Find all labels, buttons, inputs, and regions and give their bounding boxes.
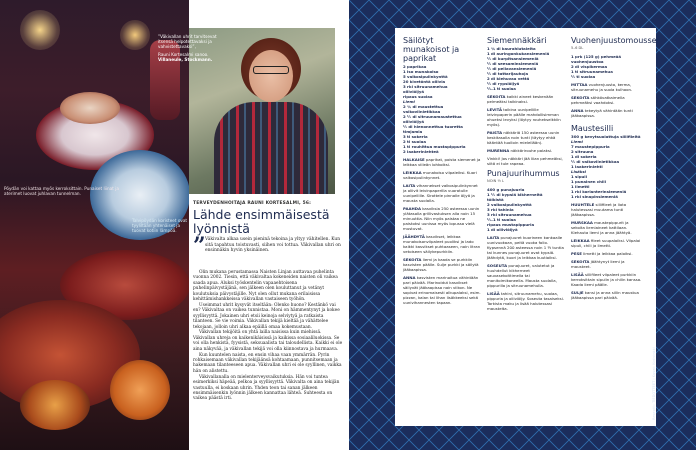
recipe-step: LEVITÄ taikina uunipellille leivinpaperin päälle mahdollisimman ohueksi levyksi (löytyy rouhekselkkiin myös). bbox=[487, 107, 561, 127]
ingredient: 3 rkl tahinia bbox=[487, 207, 514, 212]
ingredient-list bbox=[403, 64, 481, 99]
candle-glow-shape bbox=[120, 20, 150, 50]
table-setting-photo bbox=[0, 0, 189, 450]
cake-shape bbox=[60, 92, 120, 124]
recipe-title: Vuohenjuustomousse bbox=[571, 36, 657, 45]
orange-slice-shape bbox=[20, 380, 90, 430]
recipe-step: LEIKKAA fileet suupaloiksi. Viipaloi sipuli, chili ja limetti. bbox=[571, 238, 641, 248]
ingredient: Lisäksi bbox=[571, 169, 586, 174]
ingredient: ½ dl kurpitsansiemeniä bbox=[487, 56, 539, 61]
ingredient: 7 maustepippuria bbox=[571, 144, 610, 149]
body-paragraph: Väkivallanalla on mielenterveysvaikutuksia. Hän voi tuntea esimerkiksi häpeää, pelkoa ja syyllisyyttä. Väkivalta on aina tekijän vastuulla, ei koskaan uhrin. Yhden teon tai sanan jälkeen ensimmäisenkin lyönnin jälkeen kannattaa lähteä. Suhteesta on vaikea päästä irti. bbox=[193, 374, 340, 402]
ingredient: tölkistä bbox=[487, 197, 504, 202]
recipe-title: Punajuurihummus bbox=[487, 169, 560, 178]
ingredient: ½ dl valkoviinietikkaa bbox=[571, 159, 620, 164]
ingredient: 1 dl sokeria bbox=[571, 154, 597, 159]
sweater-shape bbox=[214, 102, 328, 194]
ingredient: 2 paprikaa bbox=[403, 64, 427, 69]
body-paragraph: Useimmat uhrit kysyvät itseltään: Olenko huono? Kestänkö vai en? Väkivaltaa on vaikea tunnistaa. Moni on hämmentynyt ja kokee syyllisyyttä. Jokainen uhri etsii keinoja selviytyä ja ratkaista tilanteen. Se vie voimia. Väkivallan tekijä kieltää ja vähättelee tekojaan, jolloin uhri alkaa epäillä omaa kokemustaan. bbox=[193, 302, 340, 330]
ingredient: 1 punainen chili bbox=[571, 179, 606, 184]
recipe-title: Maustesilli bbox=[571, 124, 614, 133]
ingredient-list bbox=[571, 144, 643, 199]
ingredient-list bbox=[571, 54, 643, 79]
recipe-step: SULJE kansi ja anna sillin maustua jääkaapissa pari päivää. bbox=[571, 290, 639, 300]
recipe-title: Siemennäkkäri bbox=[487, 36, 547, 45]
glasses-shape bbox=[253, 66, 289, 74]
recipe-step: SEKOITA jäähtynyt liemi ja mausteet. bbox=[571, 259, 625, 269]
recipe-column-1 bbox=[403, 36, 481, 308]
ingredient: 300 g kevytsuolattuja sillifileitä bbox=[571, 134, 641, 139]
recipe-step: SEKOITA sähkövatkaimella pehmeäksi vaahdoksi. bbox=[571, 95, 625, 105]
section-title: TERVEYDENHOITAJA RAUNI KORTESALMI, 56: bbox=[193, 201, 312, 206]
ingredient: 2 ½ dl sitruunamaustettua oliiviöljyä bbox=[403, 114, 462, 124]
face-shape bbox=[249, 50, 293, 102]
recipe-step: SOSEUTA punajuuret, valutetut ja huuhdellut kikherneet sauvasekoittimella tai monitoimikoneella. Mausta suolalla, pippurilla ja sitruunamehulla. bbox=[487, 263, 557, 288]
ingredient: 2 ¾ dl maustettua valkoviinietikkaa bbox=[403, 104, 444, 114]
recipe-column-2 bbox=[487, 36, 565, 314]
ingredient: 5 valkosipulinkynttä bbox=[403, 74, 448, 79]
ingredient: 1 sipuli bbox=[571, 174, 587, 179]
ingredient: 1 tl sitruunamehua bbox=[571, 69, 613, 74]
ingredient: 1 limetti bbox=[571, 184, 590, 189]
portrait-quote bbox=[158, 34, 230, 62]
ingredient-list bbox=[403, 104, 481, 154]
ingredient: 1 rkl sinapinsiemeniä bbox=[571, 194, 618, 199]
recipe-title: Säilötyt munakoisot ja paprikat bbox=[403, 36, 460, 63]
ingredient: ½ dl pellavansiemeniä bbox=[487, 66, 537, 71]
ingredient: 1 rkl korianterinsiemeniä bbox=[571, 189, 627, 194]
ingredient: 1 prk (125 g) pehmeää vuohenjuustoa bbox=[571, 54, 622, 64]
recipe-step: LEIKKAA munakoiso viipaleiksi. Kuori valkosipulinkynnet. bbox=[403, 170, 477, 180]
ingredient: 2 tl suolaa bbox=[403, 139, 426, 144]
recipe-step: PAISTA näkkäriä 150 asteessa uunin keskitasolla noin tunti (täytyy ehkä kääntää tuolloin mielellään). bbox=[487, 130, 560, 145]
ingredient: 2 sitruuna bbox=[571, 149, 594, 154]
recipe-tip: Vinkki! Jos näkkäri jää liian pehmeäksi, siitä ei tule rapeaa. bbox=[487, 156, 563, 166]
ingredient: 1 dl auringonkukansiemeniä bbox=[487, 51, 550, 56]
recipe-step: HUUHTELE sillifileet ja liota halutessasi muutama tunti jääkaapissa. bbox=[571, 202, 627, 217]
recipe-yield: NOIN ½ L bbox=[487, 179, 505, 183]
quote-name: Rauni Kortesalmi sanoo. bbox=[158, 51, 209, 57]
right-page bbox=[349, 0, 696, 450]
recipe-step: LAITA punajuuret kuorineen kankaalle uunivuokaan, peitä vuoka folio. Kypsennä 200 asteessa noin 1 ½ tuntia tai kunnes punajuuret ovat kypsiä. Jäähdytä, kuori ja leikkaa kuutioiksi. bbox=[487, 235, 564, 260]
ingredient: ½ dl tattarijauhoja bbox=[487, 71, 529, 76]
quote-credit: Villaneule, Stockmann. bbox=[158, 56, 213, 62]
vertical-credit: Reseptit: TIEDOTTEET | Kuvat: Kotivinkki bbox=[652, 347, 656, 420]
ingredient: 1 ¾ dl kaurahiutaleita bbox=[487, 46, 536, 51]
ingredient: 1 tl rouhittua mustapippuria bbox=[403, 144, 466, 149]
recipe-step: MITTAA vuohenjuusto, kerma, sitruunamehu ja suola kulhoon. bbox=[571, 82, 633, 92]
ingredient-list bbox=[487, 187, 565, 232]
recipe-step: SEKOITA liemi ja kaada se purkkiin kasvisten päälle. Sulje purkki ja säilytä jääkaapissa. bbox=[403, 257, 479, 272]
ingredient: ½ dl rypsiöljyä bbox=[487, 81, 520, 86]
photo-caption-2: Talvipöydän koristeet ovat tyyliltään yhtenäiset ja tuovat kotiin lämpöä. bbox=[132, 218, 188, 233]
recipe-step: SEKOITA kaikki aineet keskenään pelmeäksi taikinaksi. bbox=[487, 94, 554, 104]
ingredient: 3 tl sokeria bbox=[403, 134, 428, 139]
ingredient: oliiviöljyä bbox=[403, 89, 425, 94]
ingredient: 3 rkl sitruunamehua bbox=[403, 84, 448, 89]
recipe-step: ANNA tekeytyä vähintään tunti jääkaapissa. bbox=[571, 108, 633, 118]
ingredient: ½ dl seesaminsiemeniä bbox=[487, 61, 539, 66]
ingredient: 1 laakerinlehti bbox=[571, 164, 603, 169]
ingredient: ½ tl suolaa bbox=[571, 74, 596, 79]
recipe-card bbox=[395, 28, 656, 426]
body-paragraph: Olin mukana perustamassa Naisten Linjan auttavaa puhelinta vuonna 2002. Tiesin, että väkivaltaa kokeneiden naisten oli vaikea saada apua. Aluksi työskentelin vapaaehtoisena puhelinpäivystäjänä, sen jälkeen olen kouluttanut ja vetänyt koulutuksia päivystäjille. Nyt olen ollut mukana erilaisissa kehittämishankkeissa väkivallan vastaiseen työhön. bbox=[193, 270, 338, 303]
ingredient: 2 laakerinlehteä bbox=[403, 149, 439, 154]
ingredient: ½ dl hienonnettua tuoretta timjamia bbox=[403, 124, 463, 134]
ingredient: 2 dl kiehuvaa vettä bbox=[487, 76, 530, 81]
recipe-step: ANNA kasvisten marinoitua vähintään pari päivää. Marinoidut kasvikset säilyvät jääkaapissa noin viikon. Ne sopivat erinomaisesti alkupalaksi, esim. pizzan, kalan tai lihan lisäkkeeksi sekä uunivihannesten tapaan. bbox=[403, 275, 481, 305]
ingredient: 3 rkl sitruunamehua bbox=[487, 212, 532, 217]
quote-text: ”Väkivallan uhrit tarvitsevat itsensä helpotettavaksi ja vahvistettavaksi”, bbox=[158, 34, 217, 50]
ingredient: 2 valkosipulinkynttä bbox=[487, 202, 532, 207]
sub-heading: Liemi bbox=[571, 139, 583, 144]
ingredient: 1 dl oliiviöljyä bbox=[487, 227, 518, 232]
article-body bbox=[193, 270, 343, 402]
sub-heading: Liemi bbox=[403, 99, 415, 104]
photo-caption-1: Pöydän voi kattaa myös kerroksittain. Punaiset liinat ja aterimet luovat juhlavan tunnelman. bbox=[4, 186, 119, 196]
ingredient: 20 kivetöntä oliivia bbox=[403, 79, 446, 84]
recipe-step: HALKAISE paprikat, poista siemenet ja leikkaa viileän lohkoiksi. bbox=[403, 157, 481, 167]
ingredient: 1 ½ dl kypsiä kikherneitä bbox=[487, 192, 543, 197]
recipe-yield: 5–6 DL bbox=[571, 46, 584, 50]
ingredient: 400 g punajuuria bbox=[487, 187, 525, 192]
recipe-step: JÄÄHDYTÄ kasvikset, leikkaa munakoisonviipaleet puoliksi ja lado kaikki kasvikset puhtaaseen, noin litran vetoiseen säilykepurkkiin. bbox=[403, 234, 481, 254]
ingredient: ½–1 tl suolaa bbox=[487, 217, 516, 222]
ingredient: 2 dl vispikermaa bbox=[571, 64, 608, 69]
body-paragraph: Väkivallan tekijöitä on yhtä lailla naisissa kuin miehissä. Väkivallan uhreja on kaikenikäisissä ja kaikissa sosiaaliluokissa. Se voi olla henkistä, fyysistä, seksuaalista tai taloudellista. Kaikki ei ole aina näkyvää, ja väkivallan tekijä voi olla kiinnostava ja hurmaava. bbox=[193, 330, 343, 352]
recipe-step: PESE limetti ja leikkaa paloiksi. bbox=[571, 251, 633, 256]
ingredient-list bbox=[487, 46, 565, 91]
body-paragraph: Kun kuuntelen naista, en ensin vihaa vaan ymmärrän. Pyrin rohkaisemaan väkivallan tekijäänsä kohtaamaan, punnitsemaan ja hakemaan tilanteeseen apua. Väkivallan uhri ei ole syyllinen, vaikka hän on alistettu. bbox=[193, 352, 342, 374]
article-lead: Väkivalta alkaa usein pieninä tekoina ja yltyy vähitellen. Kun sitä tapahtuu toistuvasti, siihen voi tottua. Väkivallan uhri on ensinnäkin hyvin yksinäinen. bbox=[205, 237, 341, 253]
recipe-step: PAAHDA kasviksia 250 asteessa uunin ylätasolla grillivastuksen alla noin 15 minuuttia. Niin myös paistaa ne paistoksi uunissa myös lopussa vielä mustuvat. bbox=[403, 206, 480, 231]
recipe-step: LAITA vihannekset valkosipulinkynnet ja oliivit leivinpaperilla vuoratulle uunipellille. Sirottele pinnalle öljyä ja mausta suolalla. bbox=[403, 183, 478, 203]
ingredient: 1 iso munakoiso bbox=[403, 69, 439, 74]
recipe-step: MURENNA näkkärirouhe palaksi. bbox=[487, 148, 553, 153]
recipe-column-3 bbox=[571, 36, 657, 303]
recipe-step: MURSKAA maustepippurit ja sekoita liemiaineet kattilaan. Kiehauta liemi ja anna jäähtyä. bbox=[571, 220, 632, 235]
recipe-step: LISÄÄ tahini, sitruunamehu, suolaa, pippuria ja oliiviöljy. Soseuta tasaiseksi. Tarkista maku ja lisää halutessasi mausteita. bbox=[487, 291, 565, 311]
quote-mark-icon: ” bbox=[193, 233, 206, 259]
candle-glow-shape bbox=[20, 10, 60, 50]
orange-slice-shape bbox=[110, 360, 170, 420]
ingredient: ripaus mustapippuria bbox=[487, 222, 535, 227]
ingredient: ½–1 tl suolaa bbox=[487, 86, 516, 91]
recipe-step: LISÄÄ sillifileet viipaleet purkkiin kerroksittain sipulin ja chilin kanssa. Kaada liemi päälle. bbox=[571, 272, 642, 287]
ingredient: ripaus suolaa bbox=[403, 94, 433, 99]
article-headline: Lähde ensimmäisestä lyönnistä bbox=[193, 207, 330, 236]
